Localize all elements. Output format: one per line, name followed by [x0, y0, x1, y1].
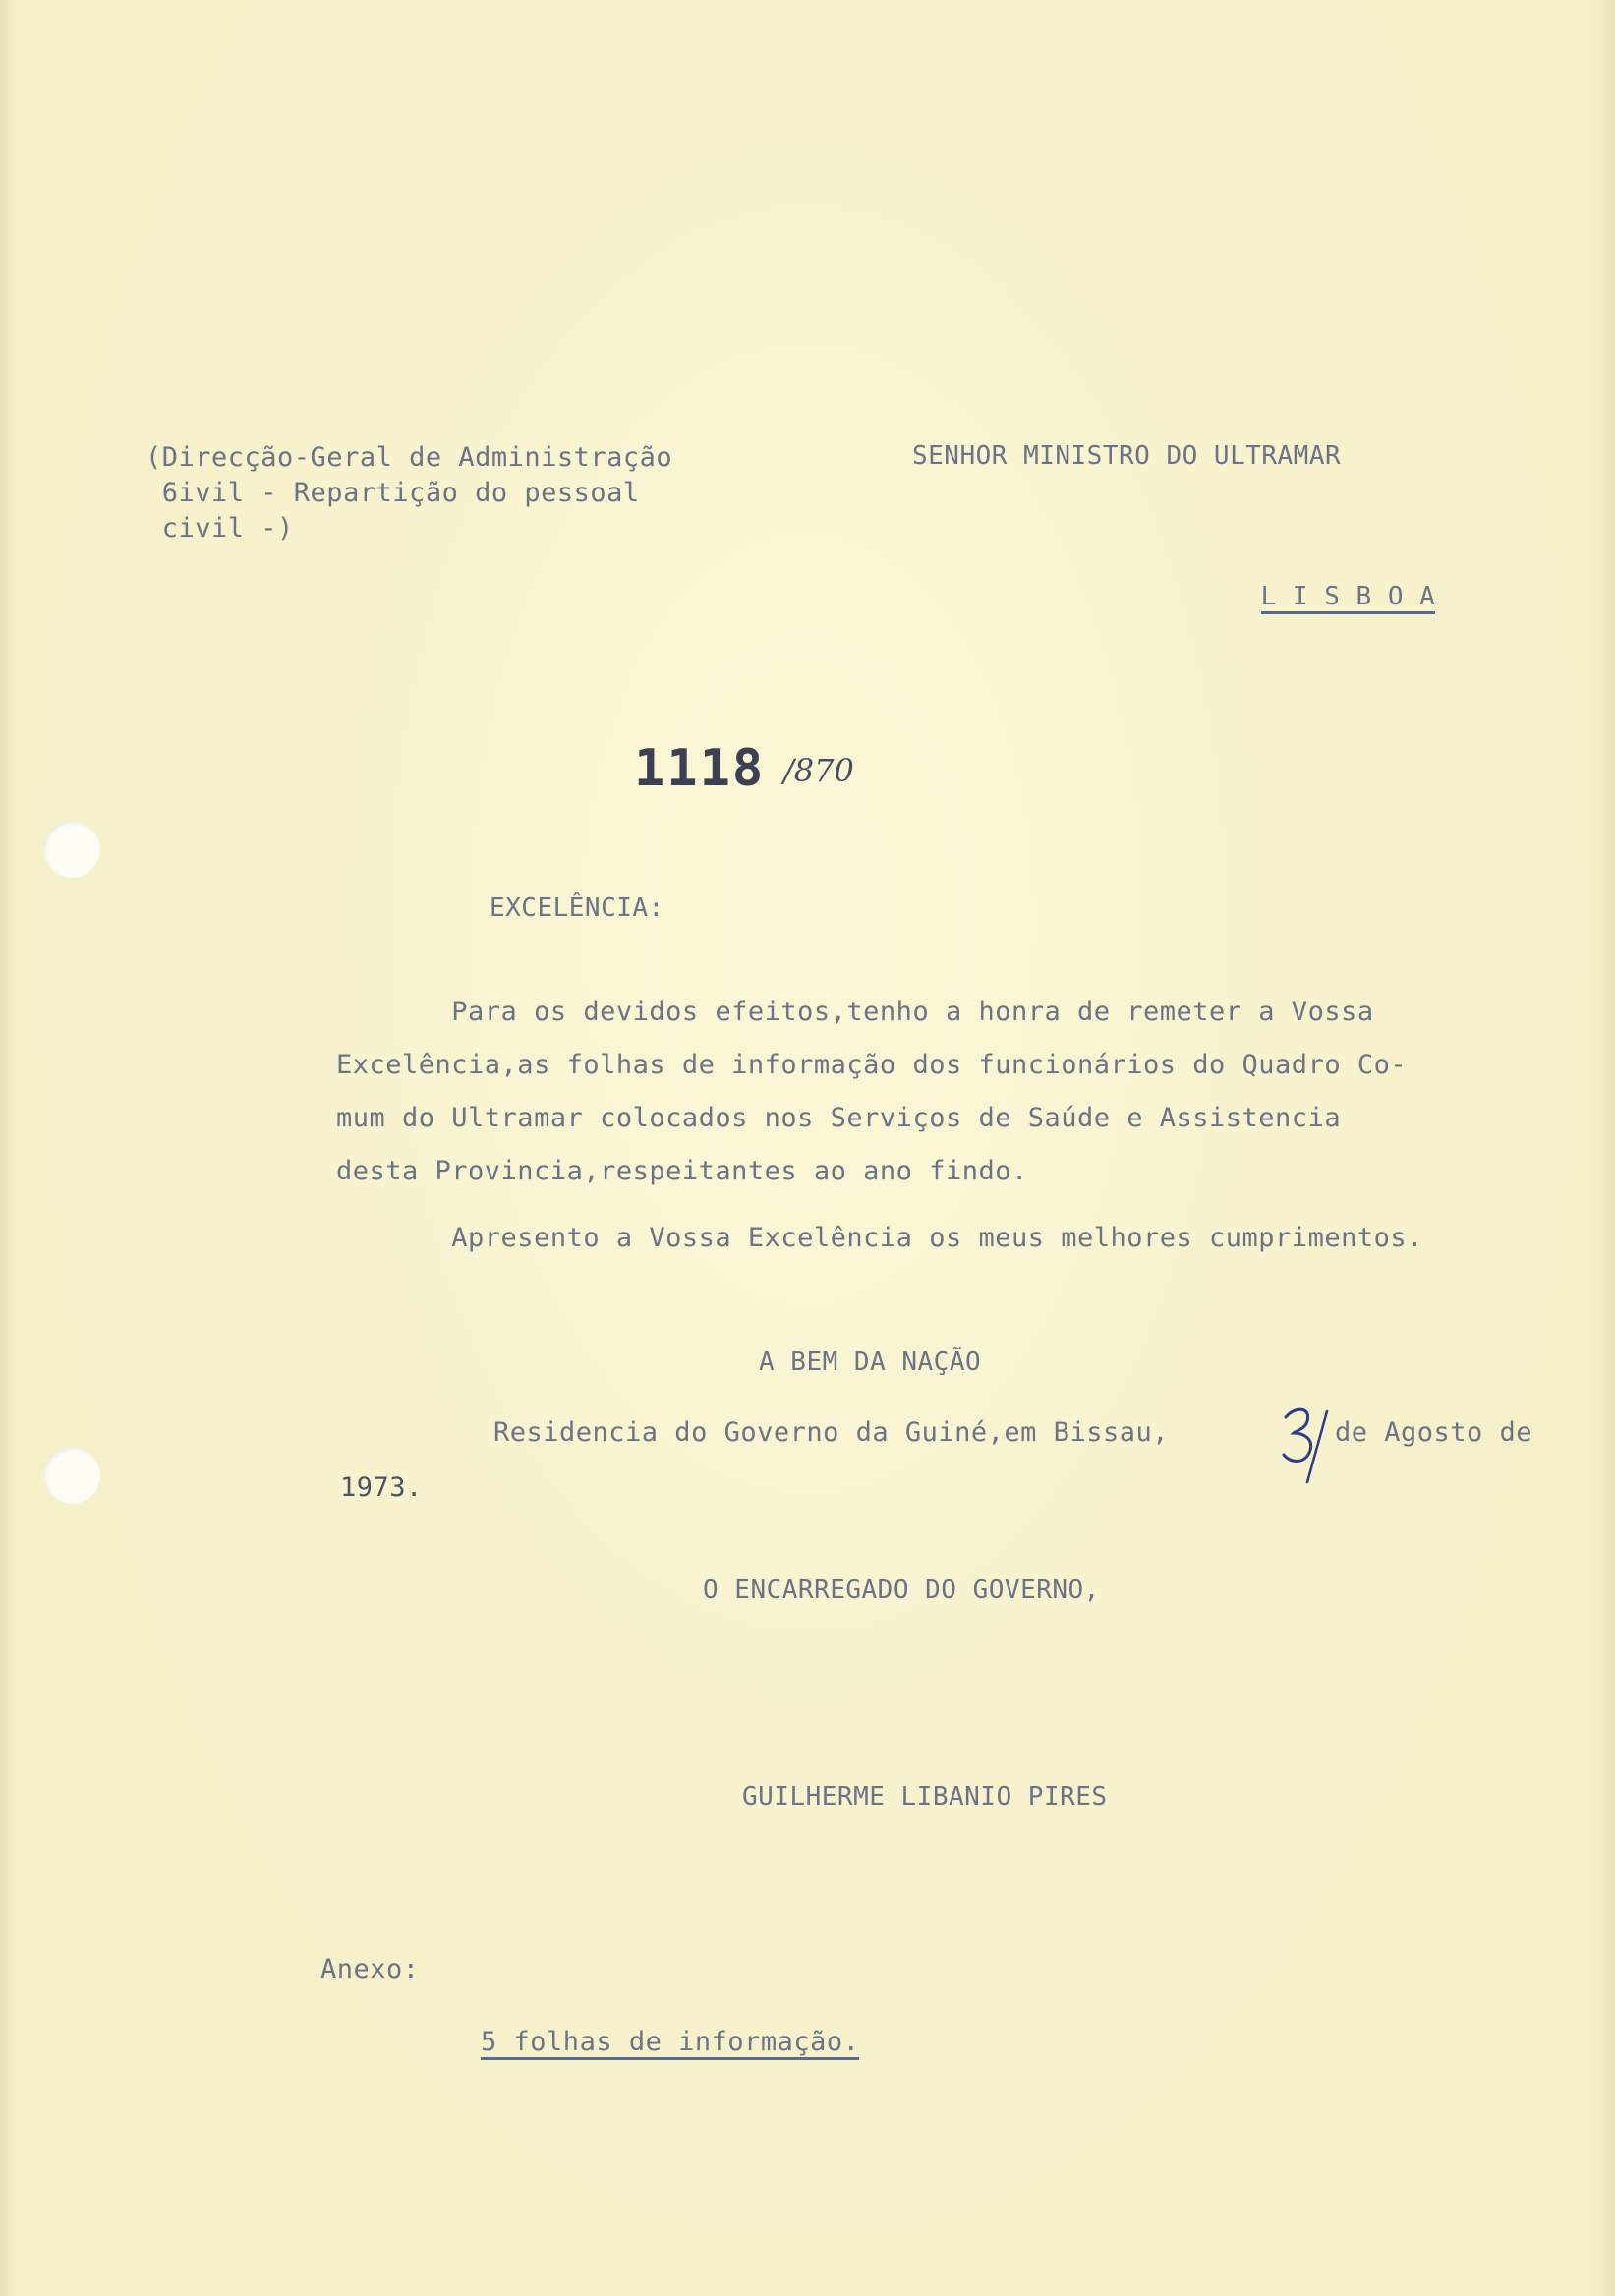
sender-line-2: 6ivil - Repartição do pessoal — [145, 478, 640, 508]
reference-number: 1118 — [634, 739, 766, 798]
annex-content — [415, 1989, 859, 2095]
annex-label: Anexo: — [320, 1954, 420, 1984]
handwritten-day-mark — [1278, 1396, 1337, 1484]
body-line-4: desta Provincia,respeitantes ao ano findo. — [336, 1156, 1028, 1186]
motto: A BEM DA NAÇÃO — [759, 1348, 982, 1377]
body-line-1: Para os devidos efeitos,tenho a honra de remeter a Vossa — [336, 997, 1374, 1027]
signature-title: O ENCARREGADO DO GOVERNO, — [703, 1576, 1100, 1605]
city — [1197, 544, 1435, 650]
punch-hole-bottom — [43, 1447, 100, 1504]
reference-suffix: /870 — [783, 752, 854, 789]
body-line-3: mum do Ultramar colocados nos Serviços de Saúde e Assistencia — [336, 1103, 1342, 1133]
city-text: L I S B O A — [1261, 582, 1436, 614]
sender-line-1: (Direcção-Geral de Administração — [145, 442, 673, 473]
handwritten-day — [1278, 1396, 1337, 1484]
salutation: EXCELÊNCIA: — [490, 893, 664, 923]
closing-line: Apresento a Vossa Excelência os meus melhores cumprimentos. — [336, 1223, 1423, 1253]
place-date-before: Residencia do Governo da Guiné,em Bissau, — [493, 1417, 1169, 1448]
place-date-year: 1973. — [340, 1472, 423, 1503]
annex-content-text: 5 folhas de informação. — [481, 2027, 859, 2060]
recipient: SENHOR MINISTRO DO ULTRAMAR — [912, 441, 1342, 471]
place-date-after: de Agosto de — [1335, 1417, 1533, 1448]
signature-name: GUILHERME LIBANIO PIRES — [742, 1782, 1108, 1811]
body-line-2: Excelência,as folhas de informação dos funcionários do Quadro Co- — [336, 1050, 1408, 1080]
punch-hole-top — [43, 821, 100, 878]
sender-line-3: civil -) — [145, 513, 294, 544]
